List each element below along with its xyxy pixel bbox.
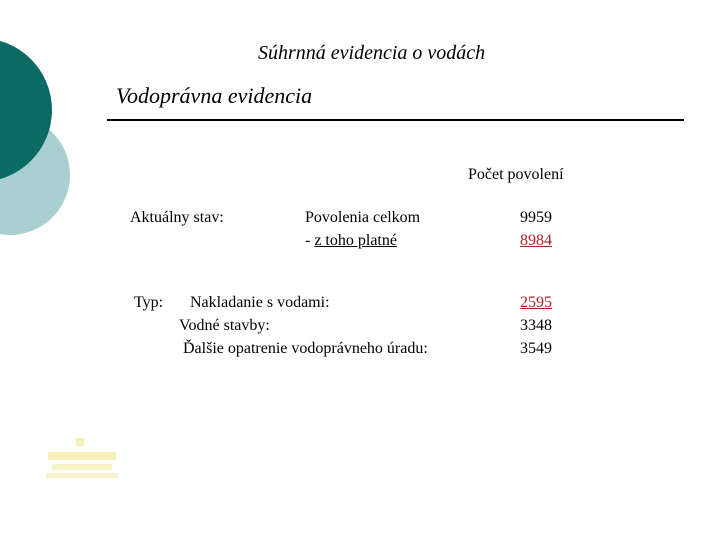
divider — [107, 119, 684, 121]
type-label: Typ: — [134, 294, 164, 311]
type-other-measures-value: 3549 — [520, 340, 552, 357]
type-water-use-label: Nakladanie s vodami: — [190, 294, 330, 311]
permits-total-label: Povolenia celkom — [305, 209, 421, 226]
column-header-count: Počet povolení — [468, 166, 564, 183]
type-water-structures-label: Vodné stavby: — [179, 317, 270, 334]
permits-valid-value: 8984 — [520, 232, 552, 249]
page-title: Súhrnná evidencia o vodách — [258, 42, 486, 64]
type-other-measures-label: Ďalšie opatrenie vodoprávneho úradu: — [183, 340, 428, 357]
permits-valid-prefix: - — [305, 232, 315, 249]
type-water-use-value: 2595 — [520, 294, 552, 311]
permits-total-value: 9959 — [520, 209, 552, 226]
decorative-circles — [0, 0, 120, 300]
logo-icon — [44, 432, 120, 480]
current-state-label: Aktuálny stav: — [130, 209, 224, 226]
permits-valid-label — [305, 230, 397, 252]
type-water-structures-value: 3348 — [520, 317, 552, 334]
section-subtitle: Vodoprávna evidencia — [116, 83, 313, 108]
permits-valid-text: z toho platné — [314, 232, 397, 249]
